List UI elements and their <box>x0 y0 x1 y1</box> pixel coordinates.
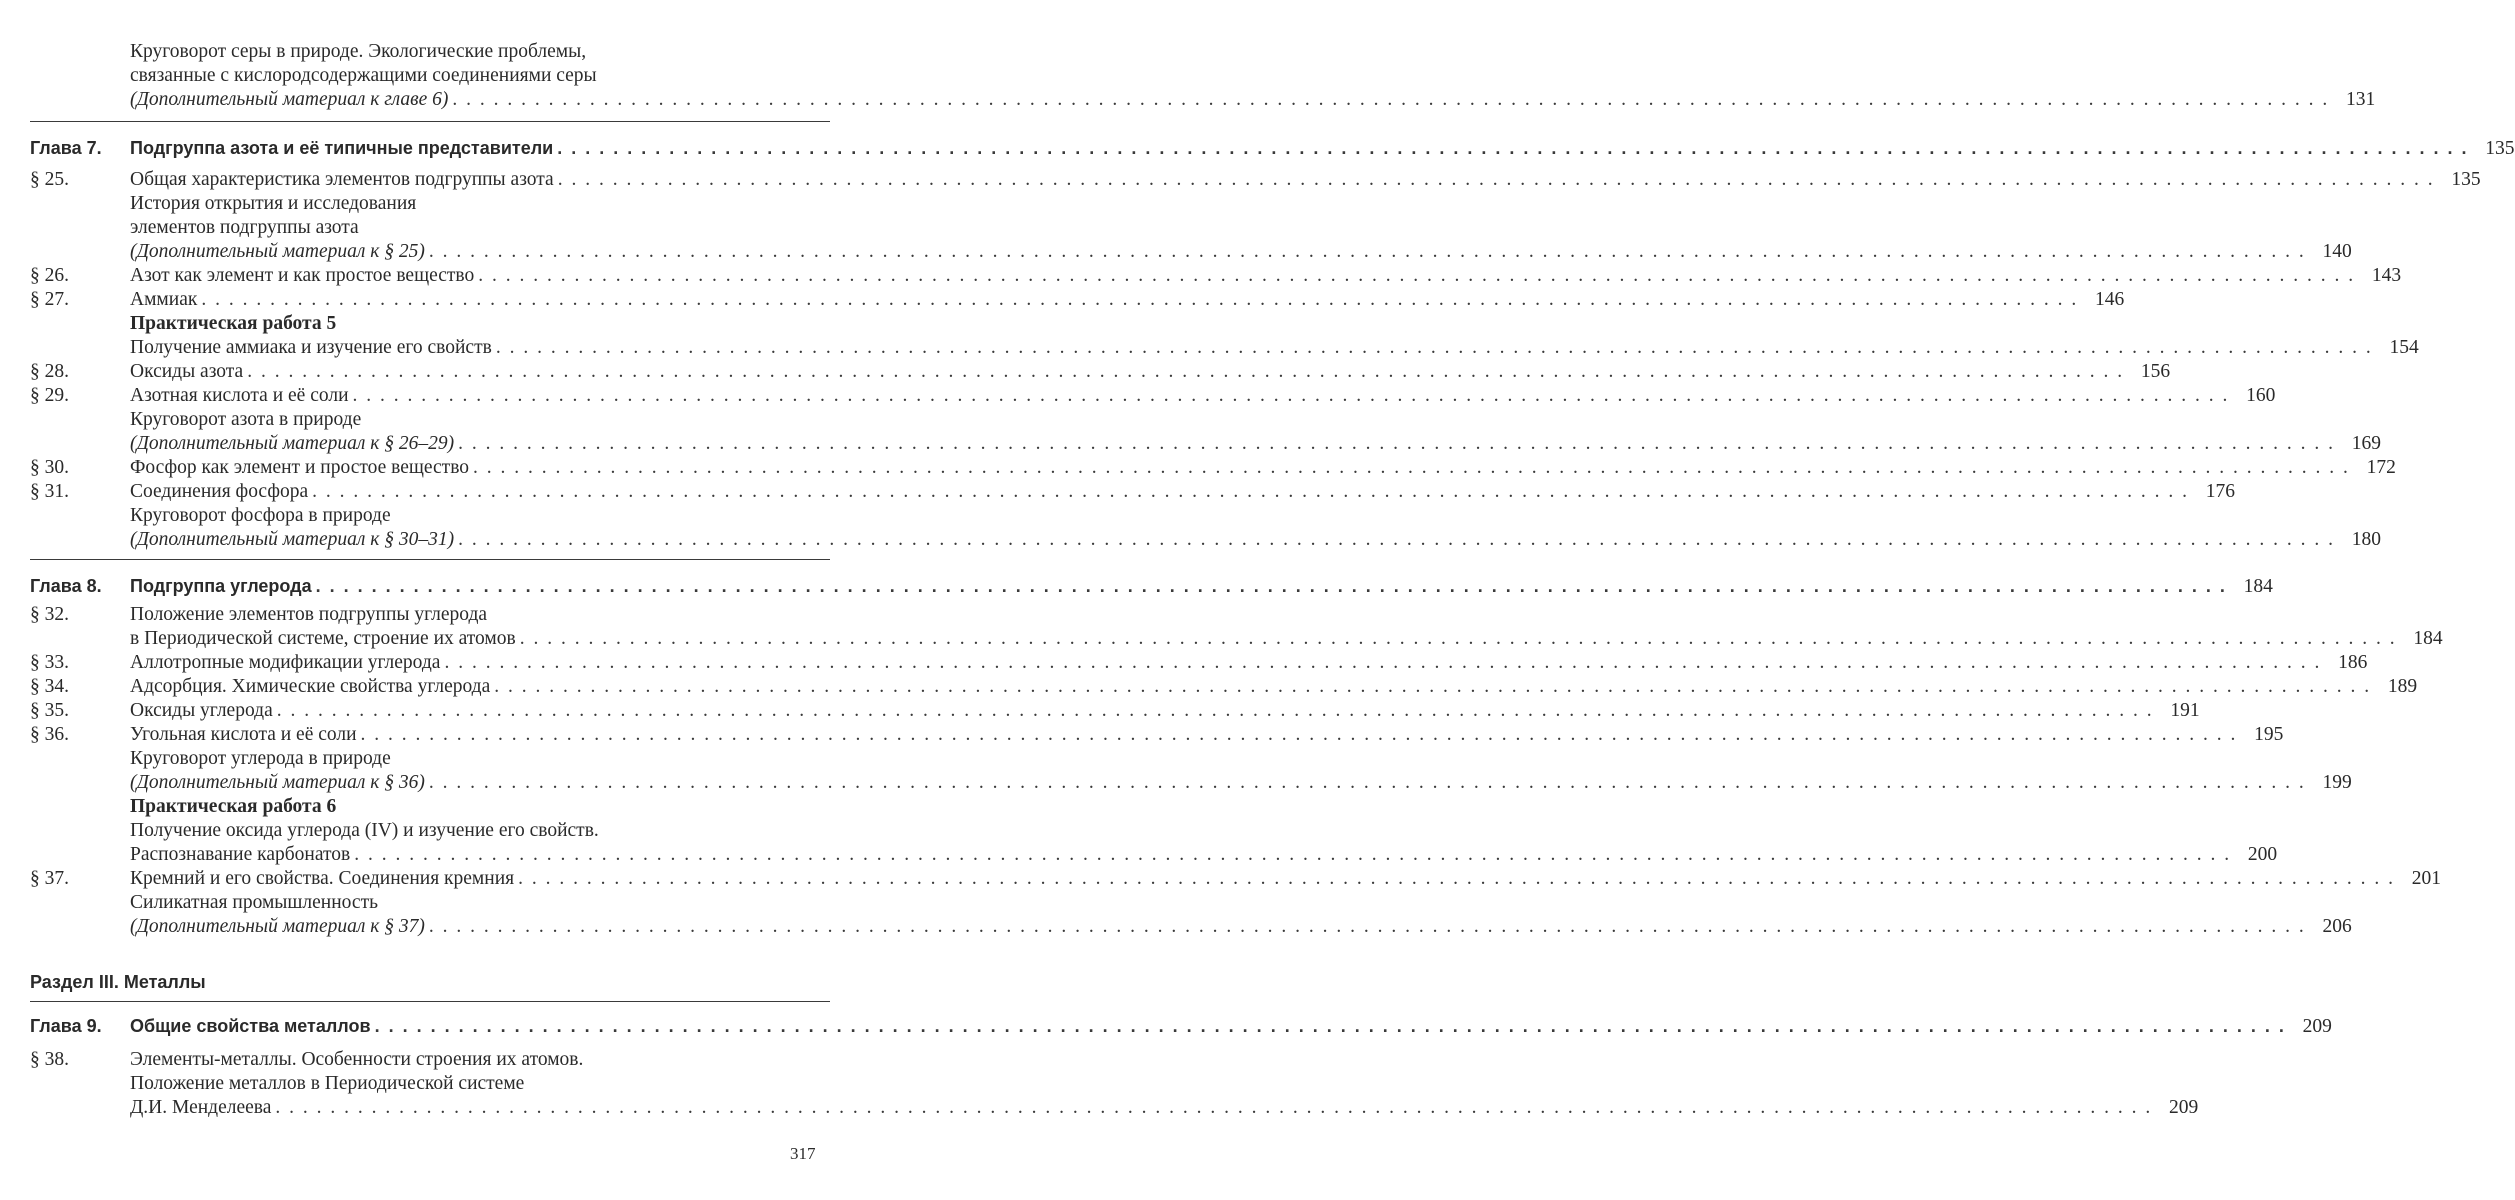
toc-entry <box>30 675 2418 699</box>
toc-entry <box>30 168 2481 192</box>
dot-leader <box>316 574 2227 598</box>
toc-line <box>30 504 830 528</box>
toc-entry <box>30 480 2235 504</box>
page-ref: 189 <box>2387 676 2418 697</box>
toc-line <box>30 168 2481 192</box>
toc-entry <box>30 1048 2199 1120</box>
toc-line <box>30 723 2284 747</box>
dot-leader <box>201 288 2078 312</box>
toc-entry <box>30 747 2352 795</box>
entry-title: Адсорбция. Химические свойства углерода <box>130 676 491 697</box>
page-ref: 140 <box>2322 241 2352 262</box>
page-ref: 195 <box>2254 724 2284 745</box>
entry-title: Распознавание карбонатов <box>130 844 351 865</box>
paragraph-number: § 37. <box>30 868 69 889</box>
entry-title: (Дополнительный материал к § 25) <box>130 241 425 262</box>
toc-line <box>30 1096 2199 1120</box>
chapter-number: Глава 9. <box>30 1016 102 1036</box>
entry-title: Аллотропные модификации углерода <box>130 652 441 673</box>
dot-leader <box>494 675 2371 699</box>
page-ref: 143 <box>2371 265 2402 286</box>
entry-title: Азотная кислота и её соли <box>130 385 349 406</box>
page-ref: 169 <box>2351 433 2382 454</box>
toc-line <box>30 264 2402 288</box>
dot-leader <box>473 456 2350 480</box>
toc-line <box>30 843 2278 867</box>
page-ref: 156 <box>2140 361 2171 382</box>
dot-leader <box>557 136 2468 160</box>
entry-title: элементов подгруппы азота <box>130 217 359 238</box>
toc-line <box>30 651 2368 675</box>
toc-line <box>30 216 830 240</box>
entry-title: Подгруппа азота и её типичные представители <box>130 138 554 158</box>
toc-entry <box>30 288 2125 312</box>
page-number: 317 <box>790 1144 816 1163</box>
toc-line <box>30 699 2200 723</box>
dot-leader <box>361 723 2238 747</box>
entry-title: Круговорот фосфора в природе <box>130 505 391 526</box>
dot-leader <box>518 867 2395 891</box>
dot-leader <box>275 1096 2152 1120</box>
dot-leader <box>496 336 2373 360</box>
dot-leader <box>312 480 2189 504</box>
toc-line <box>30 384 2276 408</box>
page-ref: 201 <box>2411 868 2441 889</box>
toc-entry <box>30 408 2382 456</box>
toc-line <box>30 456 2396 480</box>
toc-entry <box>30 795 2278 867</box>
page-ref: 209 <box>2169 1097 2199 1118</box>
entry-title: (Дополнительный материал к главе 6) <box>130 89 449 110</box>
toc-entry <box>30 867 2441 891</box>
toc-line <box>30 240 2352 264</box>
paragraph-number: § 29. <box>30 385 69 406</box>
toc-entry <box>30 312 2419 360</box>
toc-entry <box>30 264 2402 288</box>
entry-title: Положение металлов в Периодической системе <box>130 1073 525 1094</box>
entry-title: Кремний и его свойства. Соединения кремния <box>130 868 515 889</box>
chapter-divider <box>30 1001 830 1002</box>
paragraph-number: § 27. <box>30 289 69 310</box>
toc-entry <box>30 699 2200 723</box>
dot-leader <box>429 771 2306 795</box>
entry-title: Оксиды углерода <box>130 700 273 721</box>
paragraph-number: § 38. <box>30 1049 69 1070</box>
page-ref: 135 <box>2451 169 2481 190</box>
paragraph-number: § 36. <box>30 724 69 745</box>
paragraph-number: § 25. <box>30 169 69 190</box>
entry-title: Силикатная промышленность <box>130 892 378 913</box>
entry-title: (Дополнительный материал к § 37) <box>130 916 425 937</box>
page-ref: 154 <box>2389 337 2419 358</box>
page-ref: 135 <box>2485 138 2515 159</box>
entry-title: Соединения фосфора <box>130 481 309 502</box>
toc-line <box>30 1048 830 1072</box>
entry-title: Д.И. Менделеева <box>130 1097 272 1118</box>
dot-leader <box>452 88 2329 112</box>
toc-entry <box>30 723 2284 747</box>
dot-leader <box>277 699 2154 723</box>
toc-entry <box>30 192 2352 264</box>
page-ref: 176 <box>2205 481 2235 502</box>
entry-title: Положение элементов подгруппы углерода <box>130 604 488 625</box>
entry-title: Подгруппа углерода <box>130 576 312 596</box>
dot-leader <box>520 627 2397 651</box>
dot-leader <box>247 360 2124 384</box>
entry-title: Оксиды азота <box>130 361 244 382</box>
toc-line <box>30 574 2273 598</box>
toc-entry <box>30 456 2396 480</box>
toc-line <box>30 891 830 915</box>
toc-line <box>30 192 830 216</box>
toc-entry <box>30 651 2368 675</box>
entry-title: (Дополнительный материал к § 36) <box>130 772 425 793</box>
dot-leader <box>444 651 2321 675</box>
paragraph-number: § 26. <box>30 265 69 286</box>
toc-line <box>30 795 830 819</box>
toc-line <box>30 747 830 771</box>
dot-leader <box>478 264 2355 288</box>
page-ref: 180 <box>2351 529 2382 550</box>
toc-line <box>30 136 2515 160</box>
toc-line <box>30 1072 830 1096</box>
toc-line <box>30 288 2125 312</box>
toc-line <box>30 432 2382 456</box>
page-ref: 200 <box>2247 844 2278 865</box>
entry-title: Получение оксида углерода (IV) и изучение его свойств. <box>130 820 599 841</box>
toc-line <box>30 408 830 432</box>
entry-title: Азот как элемент и как простое вещество <box>130 265 475 286</box>
toc-entry <box>30 603 2443 651</box>
page-ref: 131 <box>2346 89 2376 110</box>
page-ref: 172 <box>2366 457 2396 478</box>
chapter-entry <box>30 1014 2332 1038</box>
page-ref: 191 <box>2170 700 2200 721</box>
toc-line <box>30 88 2376 112</box>
entry-title: Угольная кислота и её соли <box>130 724 357 745</box>
entry-title: (Дополнительный материал к § 30–31) <box>130 529 455 550</box>
toc-line <box>30 675 2418 699</box>
toc-line <box>30 627 2443 651</box>
toc-line <box>30 771 2352 795</box>
chapter-entry <box>30 574 2273 598</box>
entry-title: Получение аммиака и изучение его свойств <box>130 337 492 358</box>
toc-entry <box>30 40 2376 112</box>
toc-line <box>30 336 2419 360</box>
entry-title: (Дополнительный материал к § 26–29) <box>130 433 455 454</box>
page-ref: 206 <box>2322 916 2352 937</box>
chapter-number: Глава 7. <box>30 138 102 158</box>
toc-entry <box>30 360 2171 384</box>
paragraph-number: § 32. <box>30 604 69 625</box>
dot-leader <box>458 432 2335 456</box>
toc-line <box>30 480 2235 504</box>
entry-title: Общая характеристика элементов подгруппы азота <box>130 169 554 190</box>
toc-line <box>30 360 2171 384</box>
toc-line <box>30 312 830 336</box>
toc-line <box>30 1014 2332 1038</box>
paragraph-number: § 30. <box>30 457 69 478</box>
toc-entry <box>30 504 2382 552</box>
toc-line <box>30 819 830 843</box>
entry-title: в Периодической системе, строение их атомов <box>130 628 516 649</box>
page-ref: 186 <box>2338 652 2368 673</box>
entry-title: связанные с кислородсодержащими соединениями серы <box>130 65 597 86</box>
page-ref: 184 <box>2413 628 2443 649</box>
dot-leader <box>558 168 2435 192</box>
page-ref: 146 <box>2094 289 2125 310</box>
entry-title: Общие свойства металлов <box>130 1016 371 1036</box>
entry-title: Элементы-металлы. Особенности строения их атомов. <box>130 1049 584 1070</box>
paragraph-number: § 33. <box>30 652 69 673</box>
entry-title: Круговорот азота в природе <box>130 409 362 430</box>
section-title: Раздел III. Металлы <box>30 972 206 992</box>
dot-leader <box>353 384 2230 408</box>
entry-title: Практическая работа 5 <box>130 313 337 334</box>
page-ref: 209 <box>2302 1016 2332 1037</box>
toc-line <box>30 64 830 88</box>
chapter-entry <box>30 136 2515 160</box>
entry-title: Фосфор как элемент и простое вещество <box>130 457 470 478</box>
paragraph-number: § 31. <box>30 481 69 502</box>
toc-entry <box>30 384 2276 408</box>
entry-title: Круговорот углерода в природе <box>130 748 391 769</box>
page-ref: 160 <box>2246 385 2276 406</box>
entry-title: Практическая работа 6 <box>130 796 337 817</box>
paragraph-number: § 28. <box>30 361 69 382</box>
entry-title: Круговорот серы в природе. Экологические проблемы, <box>130 41 587 62</box>
dot-leader <box>429 915 2306 939</box>
page-ref: 184 <box>2243 576 2273 597</box>
toc-entry <box>30 891 2352 939</box>
toc-line <box>30 40 830 64</box>
entry-title: История открытия и исследования <box>130 193 417 214</box>
page-ref: 199 <box>2322 772 2352 793</box>
paragraph-number: § 34. <box>30 676 69 697</box>
toc-line <box>30 915 2352 939</box>
toc-line <box>30 867 2441 891</box>
toc-line <box>30 528 2382 552</box>
chapter-divider <box>30 559 830 560</box>
dot-leader <box>375 1014 2286 1038</box>
chapter-number: Глава 8. <box>30 576 102 596</box>
entry-title: Аммиак <box>130 289 198 310</box>
chapter-divider <box>30 121 830 122</box>
paragraph-number: § 35. <box>30 700 69 721</box>
toc-line <box>30 603 830 627</box>
dot-leader <box>429 240 2306 264</box>
dot-leader <box>458 528 2335 552</box>
dot-leader <box>354 843 2231 867</box>
